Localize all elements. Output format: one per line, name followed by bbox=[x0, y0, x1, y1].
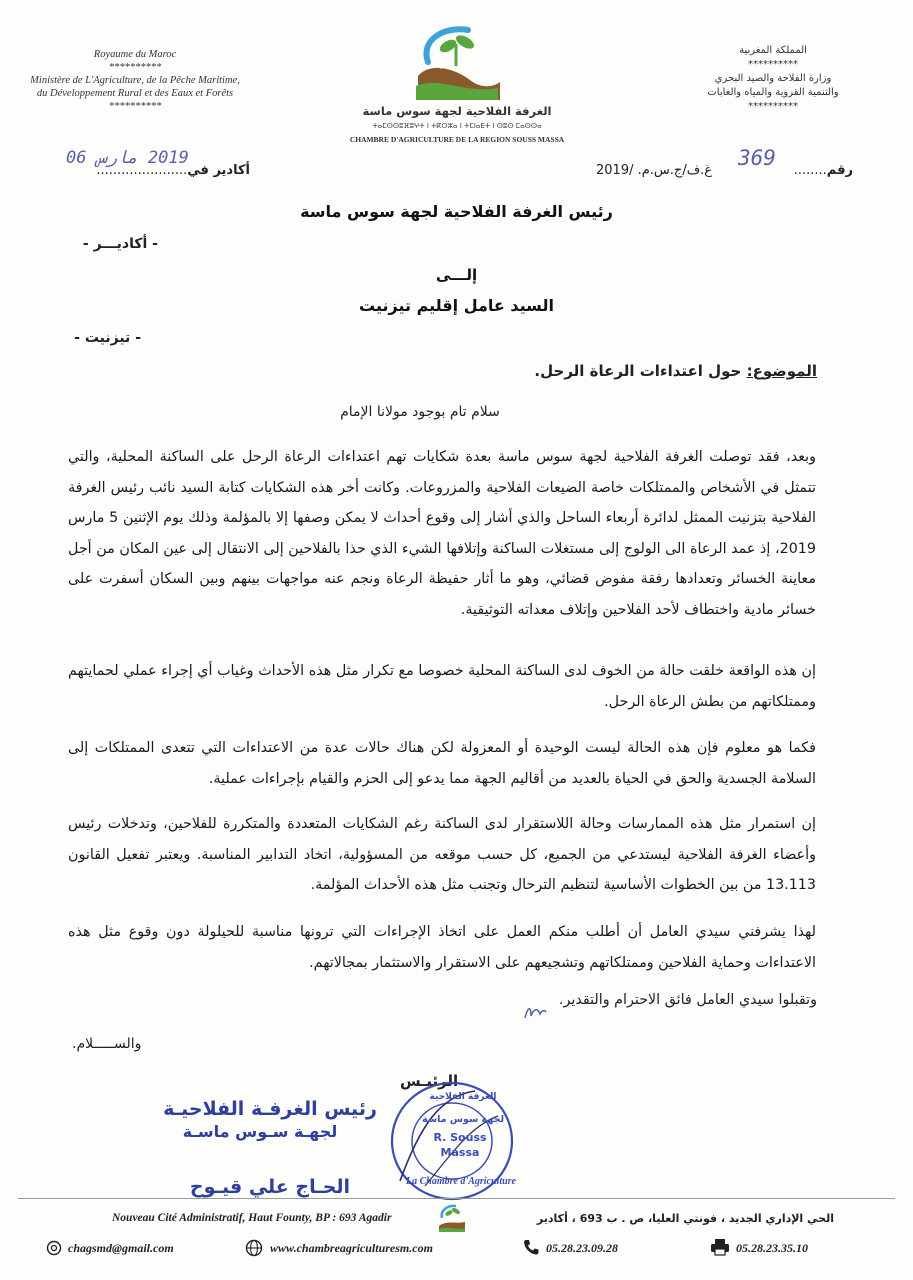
signatory-name: الحـاج علي قيـوح bbox=[189, 1176, 351, 1198]
footer-phone: 05.28.23.09.28 bbox=[546, 1241, 618, 1255]
chamber-name-ar: الغرفة الفلاحية لجهة سوس ماسة bbox=[362, 104, 552, 118]
stamp-line-1: رئيس الغرفـة الفلاحيـة bbox=[163, 1098, 377, 1120]
paragraph-2: إن هذه الواقعة خلقت حالة من الخوف لدى الساكنة المحلية خصوصا مع تكرار مثل هذه الأحداث وغياب أي إجراء عملي لحمايتهم وممتلكاتهم من بطش الرعاة الرحل. bbox=[68, 663, 816, 710]
ar-stars-2: ********** bbox=[748, 101, 798, 112]
footer-address-ar: الحي الإداري الجديد ، فونتي العليا، ص . ب 693 ، أكادير bbox=[536, 1212, 834, 1225]
footer-fax: 05.28.23.35.10 bbox=[736, 1241, 808, 1255]
fr-ministry-2: du Développement Rural et des Eaux et Forêts bbox=[36, 88, 234, 99]
subject-label: الموضوع: bbox=[746, 362, 817, 380]
ar-ministry-2: والتنمية القروية والمياه والغابات bbox=[707, 87, 839, 98]
subject-text: حول اعتداءات الرعاة الرحل. bbox=[534, 362, 742, 380]
recipient-title: السيد عامل إقليم تيزنيت bbox=[359, 296, 554, 315]
phone-icon bbox=[522, 1238, 540, 1256]
reference-dots: ........ bbox=[793, 163, 827, 178]
date-handwritten: 2019 مارس 06 bbox=[66, 148, 189, 168]
paragraph-3: فكما هو معلوم فإن هذه الحالة ليست الوحيدة أو المعزولة لكن هناك حالات عدة من الاعتداءات التي تتعدى الممتلكات إلى السلامة الجسدية والحق في الحياة بالعديد من أقاليم الجهة مما يدعو إلى الحزم والقيام بإجراءات عملية. bbox=[68, 740, 816, 787]
round-stamp-top: الغرفة الفلاحية bbox=[429, 1092, 497, 1102]
reference-suffix: غ.ف/ج.س.م. /2019 bbox=[596, 163, 713, 178]
email-icon bbox=[46, 1240, 62, 1256]
round-stamp-mid: لجهة سوس ماسة bbox=[421, 1114, 505, 1125]
paragraph-4: إن استمرار مثل هذه الممارسات وحالة اللاستقرار لدى الساكنة رغم الشكايات المتعددة والمتكررة للفلاحين، وتدخلات رئيس وأعضاء الغرفة الفلاحية ليستدعي من الجميع، كل حسب موقعه من المسؤولية، اتخاد التدابير المناسبة. ويعتبر تفعيل القانون 13.113 من بين الخطوات الأساسية لتنظيم الترحال وتجنب مثل هذه الأحداث المؤلمة. bbox=[68, 816, 816, 893]
subject-line bbox=[217, 362, 817, 380]
fr-ministry-1: Ministère de L'Agriculture, de la Pêche Maritime, bbox=[30, 75, 240, 86]
date-label: أكادير في bbox=[187, 163, 250, 178]
recipient-city: - تيزنيت - bbox=[74, 330, 141, 346]
footer-address-fr: Nouveau Cité Administratif, Haut Founty, BP : 693 Agadir bbox=[112, 1212, 392, 1224]
sender-city: - أكاديـــر - bbox=[82, 236, 158, 252]
round-stamp-outer: La Chambre d'Agriculture bbox=[405, 1176, 516, 1187]
stamp-line-2: لجهـة سـوس ماسـة bbox=[182, 1122, 338, 1141]
initials-handwritten bbox=[522, 1002, 548, 1026]
footer-divider bbox=[18, 1198, 895, 1199]
greeting: سلام تام بوجود مولانا الإمام bbox=[340, 404, 500, 420]
ar-ministry-1: وزارة الفلاحة والصيد البحري bbox=[714, 73, 832, 84]
round-stamp-center: R. Souss Massa bbox=[433, 1131, 487, 1159]
fr-stars: ********** bbox=[108, 62, 162, 73]
sender-title: رئيس الغرفة الفلاحية لجهة سوس ماسة bbox=[300, 202, 613, 221]
reference-number-handwritten: 369 bbox=[738, 146, 776, 170]
chamber-logo bbox=[410, 22, 504, 104]
date-dots: ...................... bbox=[96, 163, 188, 178]
ar-kingdom: المملكة المغربية bbox=[739, 45, 807, 56]
paragraph-1: وبعد، فقد توصلت الغرفة الفلاحية لجهة سوس ماسة بعدة شكايات تهم اعتداءات الرعاة الرحل على الساكنة المحلية، والتي تتمثل في الأشخاص والممتلكات خاصة الضيعات الفلاحية والمزروعات. وكانت أخر هذه الشكايات كتابة السيد نائب رئيس الغرفة الفلاحية بتزنيت الممثل لدائرة أربعاء الساحل والذي أشار إلى وقوع أحداث لا يمكن وصفها إلا بالمؤلمة وذلك يوم الإثنين 5 مارس 2019، إذ عمد الرعاة الى الولوج إلى مستغلات الساكنة وإتلافها الشيء الذي حذا بالفلاحين إلى الانتقال إلى عين المكان من أجل معاينة الخسائر وتعدادها رفقة مفوض قضائي، وهو ما أثار حفيظة الرعاة ونجم عنه مواجهات بينهم وبين السكان أسفرت على خسائر مادية واختطاف لأحد الفلاحين وإتلاف معداته التوثيقية. bbox=[68, 449, 817, 618]
footer-website[interactable]: www.chambreagriculturesm.com bbox=[270, 1241, 433, 1255]
to-label: إلـــى bbox=[435, 266, 478, 284]
footer-email[interactable]: chagsmd@gmail.com bbox=[68, 1241, 174, 1255]
signature-title: الرئيـس bbox=[400, 1072, 459, 1090]
header-fr-block bbox=[20, 48, 250, 113]
fr-stars-2: ********** bbox=[108, 101, 162, 112]
salam: والســـــلام. bbox=[72, 1036, 142, 1052]
globe-icon bbox=[244, 1238, 264, 1258]
chamber-name-fr: CHAMBRE D'AGRICULTURE DE LA REGION SOUSS MASSA bbox=[349, 135, 565, 144]
header-ar-block bbox=[668, 44, 878, 114]
ar-stars: ********** bbox=[748, 59, 798, 70]
fr-kingdom: Royaume du Maroc bbox=[93, 49, 177, 60]
reference-label: رقم bbox=[826, 163, 853, 178]
closing: وتقبلوا سيدي العامل فائق الاحترام والتقدير. bbox=[558, 992, 817, 1008]
footer-logo bbox=[436, 1202, 468, 1234]
paragraph-5: لهذا يشرفني سيدي العامل أن أطلب منكم العمل على اتخاذ الإجراءات التي ترونها مناسبة للحيلولة دون وقوع مثل هذه الاعتداءات وحماية الفلاحين وممتلكاتهم وتشجيعهم على الاستقرار والاستثمار بمجالاتهم. bbox=[68, 924, 816, 971]
fax-icon bbox=[710, 1238, 730, 1256]
chamber-name-tifinagh: ⵜⴰⵎⵙⵙⵓⴼⵓⵖⵜ ⵏ ⵜⴽⵔⵣⴰ ⵏ ⵜⵎⵏⴰⴹⵜ ⵏ ⵙⵓⵙ ⵎⴰⵙⵙⴰ bbox=[372, 122, 542, 130]
